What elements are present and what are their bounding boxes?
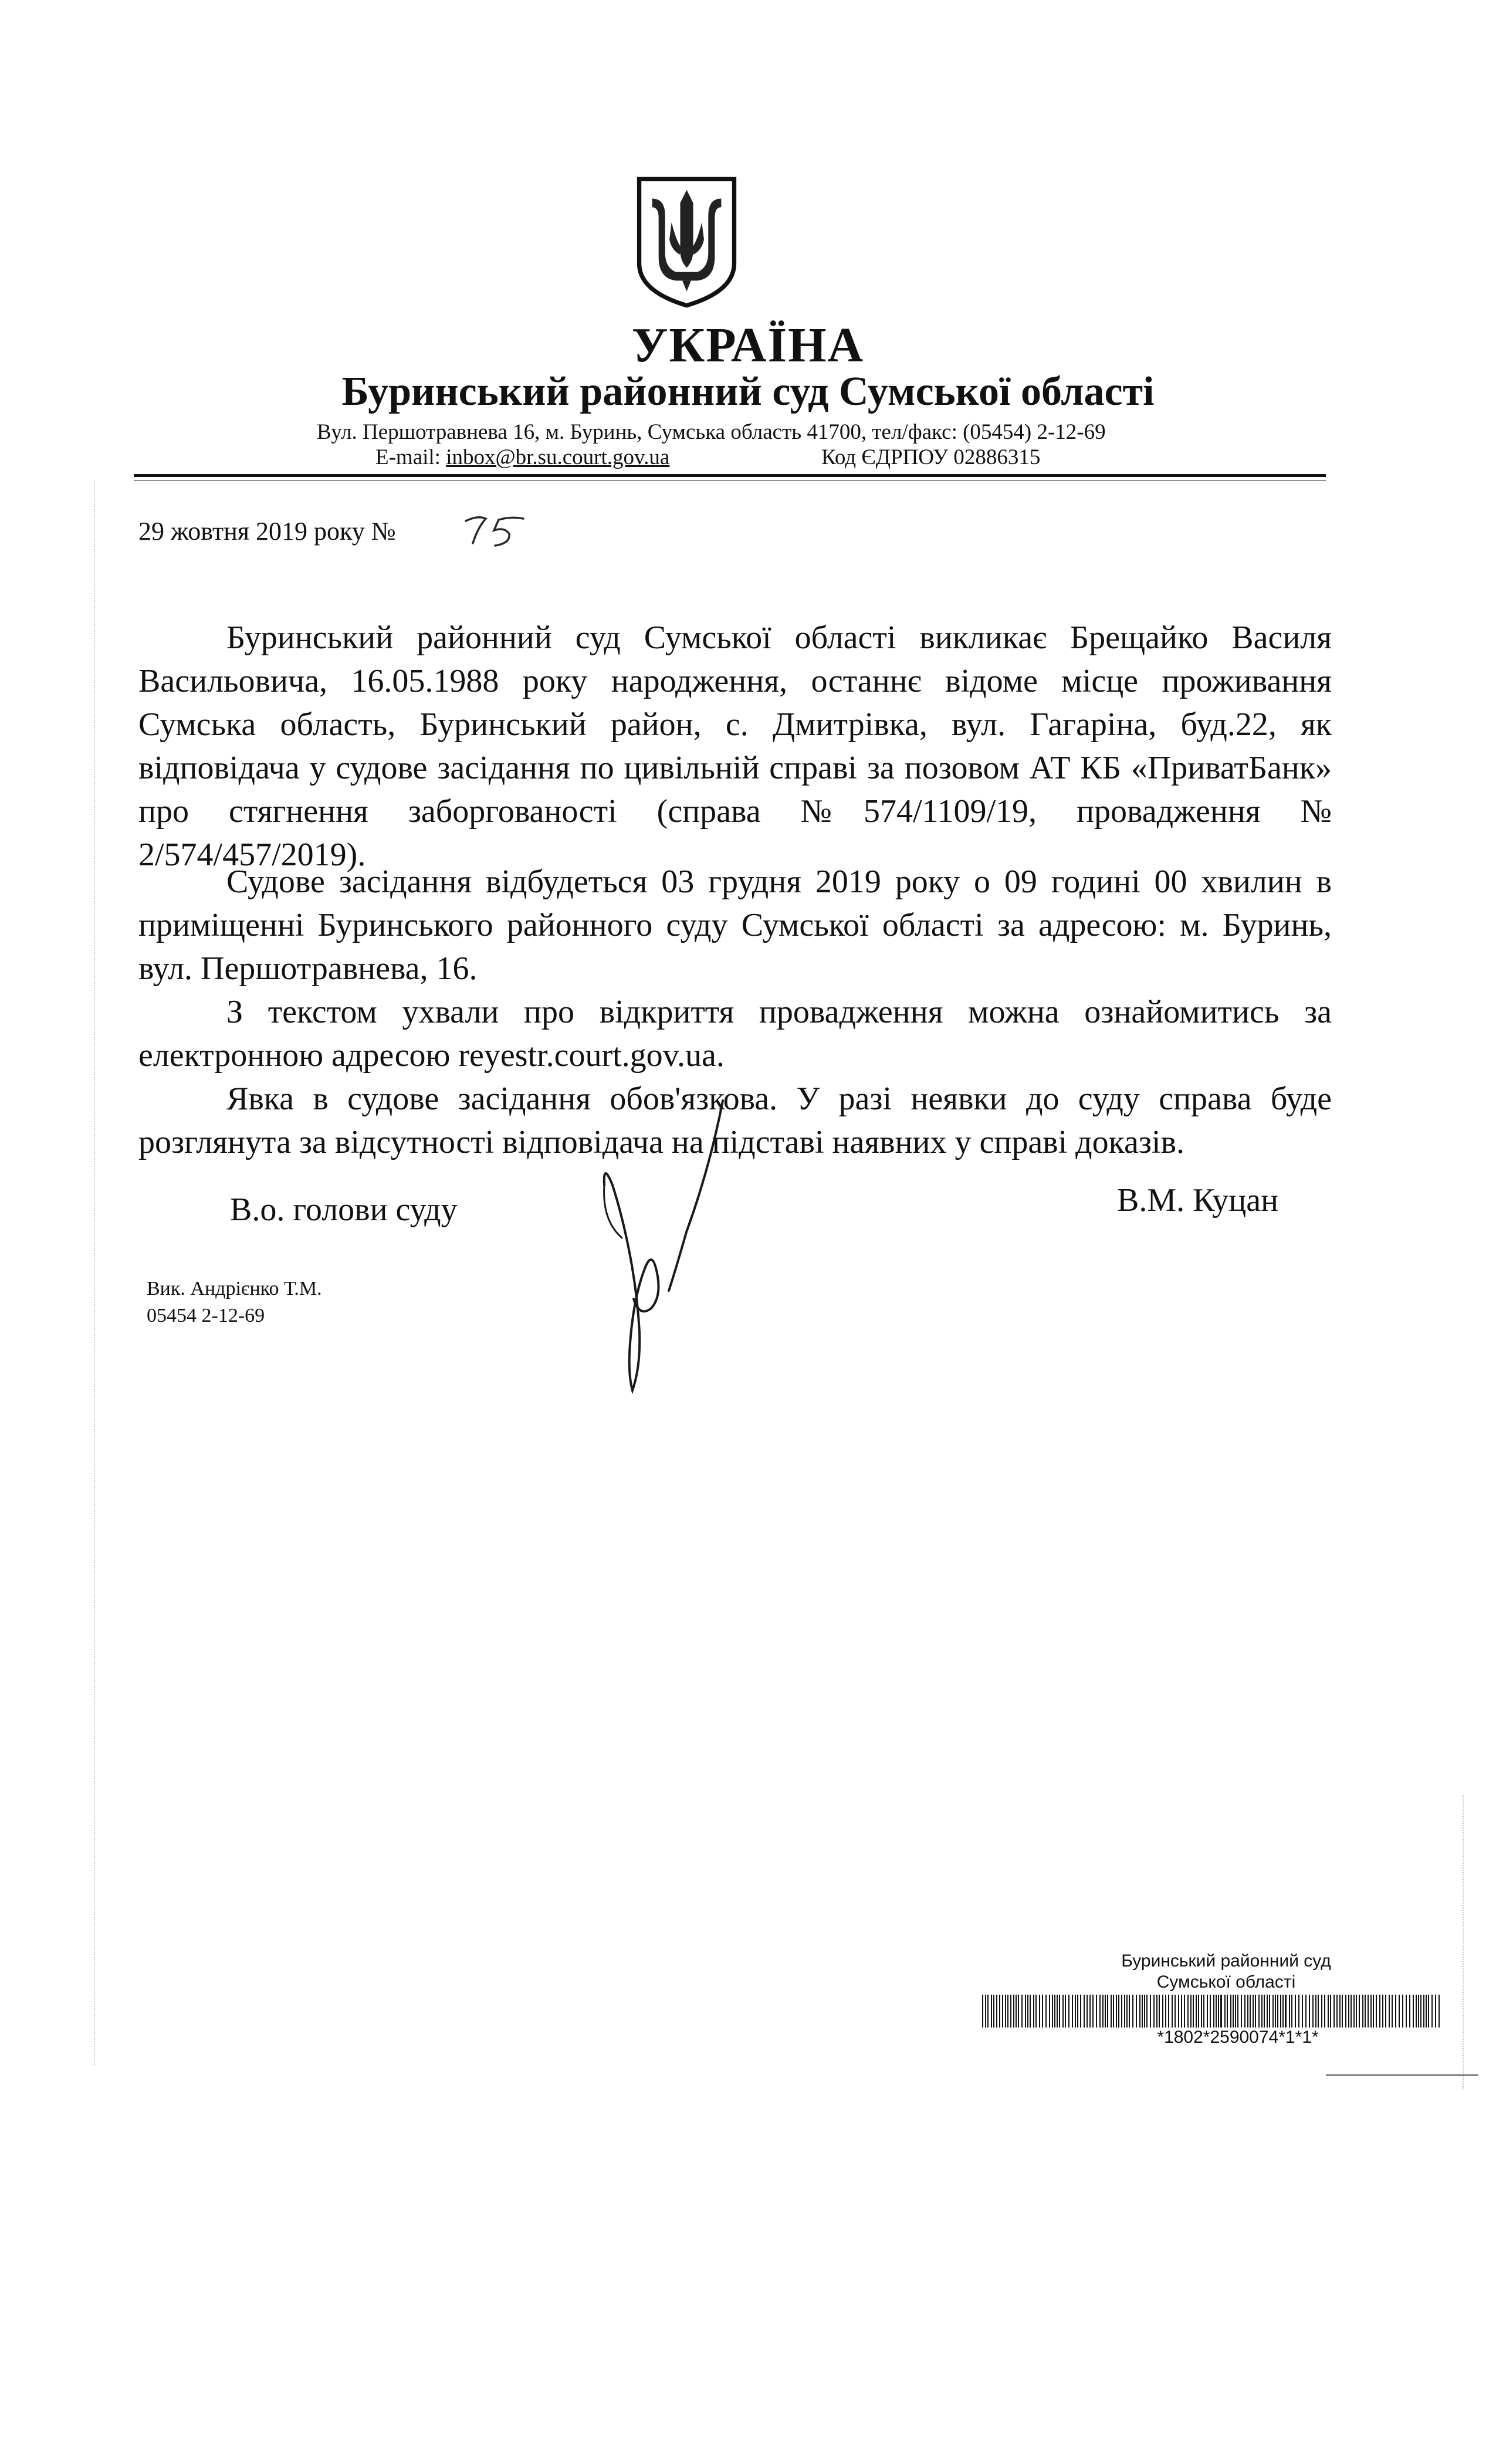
body-paragraph-summons: Буринський районний суд Сумської області викликає Брещайко Василя Васильовича, 16.05.1988 року народження, останнє відоме місце проживання Сумська область, Буринський район, с. Дмитрівка, вул. Гагаріна, буд.22, як відповідача у судове засідання по цивільній справі за позовом АТ КБ «ПриватБанк» про стягнення заборгованості (справа №574/1109/19, провадження № 2/574/457/2019). (138, 620, 1332, 873)
body-paragraph-attendance: Явка в судове засідання обов'язкова. У разі неявки до суду справа буде розглянута за відсутності відповідача на підставі наявних у справі доказів. (138, 1081, 1332, 1160)
stamp-court-line1: Буринський районний суд (1121, 1951, 1331, 1971)
stamp-court-line2: Сумської області (1156, 1972, 1296, 1992)
executor-phone: 05454 2-12-69 (147, 1305, 265, 1326)
scan-edge-mark (1463, 1795, 1464, 2089)
stamp-underline (1326, 2074, 1478, 2076)
barcode-icon (980, 1995, 1443, 2028)
header-rule-thick (134, 474, 1326, 477)
signer-name: В.М. Куцан (1117, 1182, 1279, 1219)
signer-position: В.о. голови суду (230, 1192, 458, 1228)
body-paragraph-ruling: З текстом ухвали про відкриття провадження можна ознайомитись за електронною адресою reyestr.court.gov.ua. (138, 994, 1332, 1074)
handwritten-number (460, 510, 542, 551)
court-address: Вул. Першотравнева 16, м. Буринь, Сумська область 41700, тел/факс: (05454) 2-12-69 (317, 420, 1106, 444)
handwritten-signature (587, 1097, 739, 1402)
court-name: Буринський районний суд Сумської області (341, 369, 1155, 414)
contact-line (375, 445, 1109, 470)
trident-icon (632, 175, 741, 310)
scan-edge-mark (94, 481, 95, 2065)
body-paragraph-hearing: Судове засідання відбудеться 03 грудня 2019 року о 09 годині 00 хвилин в приміщенні Буринського районного суду Сумської області за адресою: м. Буринь, вул. Першотравнева, 16. (138, 864, 1332, 987)
edrpou-code: Код ЄДРПОУ 02886315 (821, 445, 1041, 469)
executor-name: Вик. Андрієнко Т.М. (147, 1278, 322, 1299)
date-text: 29 жовтня 2019 року № (138, 517, 396, 546)
email-label: E-mail: (375, 445, 446, 469)
country-title: УКРАЇНА (631, 318, 865, 373)
date-line (138, 516, 396, 546)
barcode-number: *1802*2590074*1*1* (1157, 2028, 1319, 2047)
email-link[interactable]: inbox@br.su.court.gov.ua (446, 445, 670, 469)
